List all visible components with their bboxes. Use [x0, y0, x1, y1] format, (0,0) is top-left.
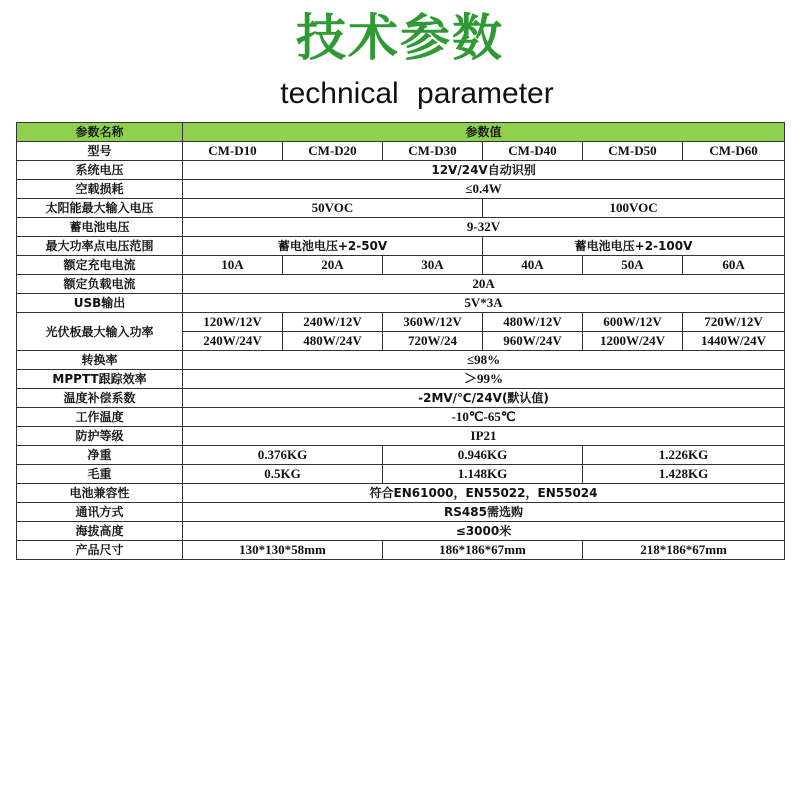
- value-cell: 50A: [583, 256, 683, 275]
- table-row: [17, 256, 785, 275]
- header-param-name: 参数名称: [17, 123, 183, 142]
- value-cell: 30A: [383, 256, 483, 275]
- value-cell: 10A: [183, 256, 283, 275]
- row-label: 净重: [17, 446, 183, 465]
- value-cell: 符合EN61000，EN55022，EN55024: [183, 484, 785, 503]
- value-cell: 218*186*67mm: [583, 541, 785, 560]
- value-cell: 5V*3A: [183, 294, 785, 313]
- header-param-value: 参数值: [183, 123, 785, 142]
- table-row: [17, 237, 785, 256]
- table-row: [17, 142, 785, 161]
- table-row: [17, 370, 785, 389]
- value-cell: 720W/12V: [683, 313, 785, 332]
- row-label: 太阳能最大输入电压: [17, 199, 183, 218]
- value-cell: 480W/24V: [283, 332, 383, 351]
- model-cell: CM-D20: [283, 142, 383, 161]
- table-header-row: [17, 123, 785, 142]
- row-label: 工作温度: [17, 408, 183, 427]
- value-cell: 1.226KG: [583, 446, 785, 465]
- value-cell: 480W/12V: [483, 313, 583, 332]
- table-row: [17, 199, 785, 218]
- value-cell: 600W/12V: [583, 313, 683, 332]
- value-cell: 130*130*58mm: [183, 541, 383, 560]
- value-cell: -10℃-65℃: [183, 408, 785, 427]
- value-cell: 360W/12V: [383, 313, 483, 332]
- value-cell: 50VOC: [183, 199, 483, 218]
- value-cell: 20A: [183, 275, 785, 294]
- row-label: 通讯方式: [17, 503, 183, 522]
- value-cell: 720W/24: [383, 332, 483, 351]
- row-label: 海拔高度: [17, 522, 183, 541]
- table-row: [17, 446, 785, 465]
- table-row: [17, 427, 785, 446]
- value-cell: 蓄电池电压+2-100V: [483, 237, 785, 256]
- value-cell: 40A: [483, 256, 583, 275]
- row-label: 毛重: [17, 465, 183, 484]
- table-row: [17, 275, 785, 294]
- page-title-english: technical parameter: [280, 77, 554, 110]
- row-label: 产品尺寸: [17, 541, 183, 560]
- value-cell: 9-32V: [183, 218, 785, 237]
- table-row: [17, 541, 785, 560]
- row-label: 型号: [17, 142, 183, 161]
- model-cell: CM-D30: [383, 142, 483, 161]
- model-cell: CM-D50: [583, 142, 683, 161]
- table-row: [17, 484, 785, 503]
- value-cell: 20A: [283, 256, 383, 275]
- table-row: [17, 465, 785, 484]
- row-label: 电池兼容性: [17, 484, 183, 503]
- table-row: [17, 503, 785, 522]
- table-row: [17, 161, 785, 180]
- value-cell: 960W/24V: [483, 332, 583, 351]
- value-cell: 0.376KG: [183, 446, 383, 465]
- spec-table: [16, 122, 785, 560]
- row-label: 蓄电池电压: [17, 218, 183, 237]
- row-label: 光伏板最大输入功率: [17, 313, 183, 351]
- value-cell: 60A: [683, 256, 785, 275]
- table-row: [17, 408, 785, 427]
- row-label: 最大功率点电压范围: [17, 237, 183, 256]
- row-label: 额定充电电流: [17, 256, 183, 275]
- table-row: [17, 218, 785, 237]
- page-title-chinese: 技术参数: [296, 9, 504, 67]
- value-cell: -2MV/℃/24V(默认值): [183, 389, 785, 408]
- value-cell: ＞99%: [183, 370, 785, 389]
- table-row: [17, 313, 785, 332]
- value-cell: RS485需选购: [183, 503, 785, 522]
- row-label: 系统电压: [17, 161, 183, 180]
- value-cell: 1.428KG: [583, 465, 785, 484]
- row-label: USB输出: [17, 294, 183, 313]
- table-row: [17, 294, 785, 313]
- model-cell: CM-D10: [183, 142, 283, 161]
- value-cell: 240W/12V: [283, 313, 383, 332]
- row-label: 防护等级: [17, 427, 183, 446]
- model-cell: CM-D40: [483, 142, 583, 161]
- value-cell: 1.148KG: [383, 465, 583, 484]
- row-label: 温度补偿系数: [17, 389, 183, 408]
- value-cell: 0.946KG: [383, 446, 583, 465]
- value-cell: ≤0.4W: [183, 180, 785, 199]
- value-cell: 186*186*67mm: [383, 541, 583, 560]
- value-cell: 12V/24V自动识别: [183, 161, 785, 180]
- table-row: [17, 180, 785, 199]
- row-label: MPPTT跟踪效率: [17, 370, 183, 389]
- value-cell: 240W/24V: [183, 332, 283, 351]
- row-label: 转换率: [17, 351, 183, 370]
- table-row: [17, 351, 785, 370]
- table-row: [17, 522, 785, 541]
- value-cell: 1200W/24V: [583, 332, 683, 351]
- table-row: [17, 389, 785, 408]
- value-cell: ≤98%: [183, 351, 785, 370]
- value-cell: 蓄电池电压+2-50V: [183, 237, 483, 256]
- row-label: 额定负载电流: [17, 275, 183, 294]
- model-cell: CM-D60: [683, 142, 785, 161]
- value-cell: 120W/12V: [183, 313, 283, 332]
- value-cell: IP21: [183, 427, 785, 446]
- value-cell: 0.5KG: [183, 465, 383, 484]
- value-cell: 100VOC: [483, 199, 785, 218]
- row-label: 空载损耗: [17, 180, 183, 199]
- value-cell: ≤3000米: [183, 522, 785, 541]
- value-cell: 1440W/24V: [683, 332, 785, 351]
